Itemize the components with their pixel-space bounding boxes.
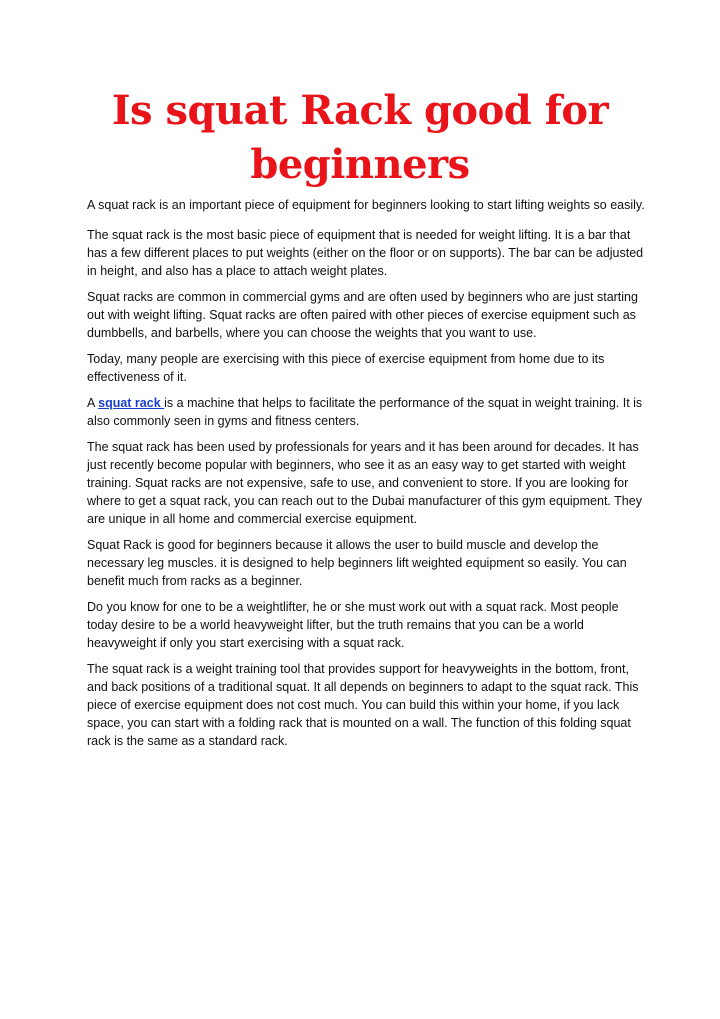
paragraph-professionals: The squat rack has been used by professionals for years and it has been around for decades. It has just recently become popular with beginners, who see it as an easy way to get started with weight training. Squat racks are not expensive, safe to use, and convenient to store. If you are looking for where to get a squat rack, you can reach out to the Dubai manufacturer of this gym equipment. They are unique in all home and commercial exercise equipment.: [87, 440, 642, 526]
paragraph-good-for-beginners: Squat Rack is good for beginners because it allows the user to build muscle and develop the necessary leg muscles. it is designed to help beginners lift weighted equipment so easily. You can benefit much from racks as a beginner.: [87, 538, 627, 588]
paragraph-home-exercise: Today, many people are exercising with this piece of exercise equipment from home due to its effectiveness of it.: [87, 352, 605, 384]
paragraph-basic-equipment: The squat rack is the most basic piece of equipment that is needed for weight lifting. It is a bar that has a few different places to put weights (either on the floor or on supports). The bar can be adjusted in height, and also has a place to attach weight plates.: [87, 228, 644, 278]
paragraph-intro: A squat rack is an important piece of equipment for beginners looking to start lifting weights so easily.: [87, 198, 645, 212]
article-body: [87, 196, 647, 758]
squat-rack-link[interactable]: squat rack: [98, 396, 165, 410]
paragraph-training-tool: The squat rack is a weight training tool that provides support for heavyweights in the bottom, front, and back positions of a traditional squat. It all depends on beginners to adapt to the squat rack. This piece of exercise equipment does not cost much. You can build this within your home, if you lack space, you can start with a folding rack that is mounted on a wall. The function of this folding squat rack is the same as a standard rack.: [87, 662, 639, 748]
page-title: Is squat Rack good for beginners: [111, 87, 609, 188]
link-suffix-text: is a machine that helps to facilitate the performance of the squat in weight training. It is also commonly seen in gyms and fitness centers.: [87, 396, 643, 428]
paragraph-squat-rack-link: [87, 394, 647, 430]
link-prefix-text: A: [87, 396, 99, 410]
paragraph-commercial-gyms: Squat racks are common in commercial gyms and are often used by beginners who are just starting out with weight lifting. Squat racks are often paired with other pieces of exercise equipment such as dumbbells, and barbells, where you can choose the weights that you want to use.: [87, 290, 638, 340]
paragraph-weightlifter: Do you know for one to be a weightlifter, he or she must work out with a squat rack. Most people today desire to be a world heavyweight lifter, but the truth remains that you can be a world heavyweight if only you start exercising with a squat rack.: [87, 600, 619, 650]
